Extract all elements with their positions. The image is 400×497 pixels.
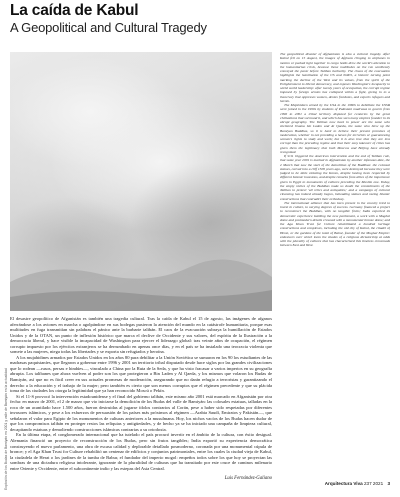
photo-credit-text: Explosión de los Budas de Bamiyán en 2001 y valle de Bamiyán en la actualidad [4, 368, 8, 490]
photo-illustration [10, 52, 272, 311]
magazine-name: Arquitectura Viva [324, 481, 363, 486]
author-signature: Luis Fernández-Galiano [224, 476, 272, 481]
body-paragraph-1: El desastre geopolítico de Afganistán es también una tragedia cultural. Tras la caída de Kabul el 15 de agosto, las imágenes de afganos aferrándose a los aviones en marcha o agolpándose en sus bodegas pusieron la atención del mundo en la catástrofe humanitaria, porque esas multitudes en fuga transmitían sin palabras el pánico ante la barbarie talibán. El caos de la evacuación subraya la humillación de Estados Unidos y de la OTAN, un punto de inflexión histórico que marca el declive de Occidente y sus valores, del espíritu de la Ilustración a la democracia liberal, y hace visible la incapacidad de Washington para ejercer el liderazgo global: tras veinte años de ocupación, el régimen corrupto impuesto por los ejércitos extranjeros se ha derrumbado en apenas once días, y en el país se ha instalado una teocracia violenta que somete a las mujeres, niega todas las libertades y se exporta sin refugiados y heroína. [10, 316, 272, 355]
bamiyan-explosion-photo [10, 52, 272, 311]
article-body-english [280, 52, 390, 472]
page-number: 3 [387, 481, 390, 486]
body-paragraph-2: A los mujahidines armados por Estados Unidos en los años 80 para debilitar a la Unión Soviética se sumaron en los 90 los estudiantes de las madrasas paquistaníes, que llegaron a gobernar entre 1996 y 2001 un territorio tribal disputado desde hace siglos por las grandes civilizaciones que lo rodean —rusos, persas e hindúes—, vinculado a China por la Ruta de la Seda, y que ha visto fracasar a varios imperios en su geografía abrupta. Los talibanes que ahora vuelven al poder son los que protegieron a Bin Laden y Al Qaeda, y los mismos que volaron los Budas de Bamiyán, así que no es fácil creer en sus actuales promesas de moderación, asegurando que no darán refugio a terroristas y garantizando el derecho a la educación y el trabajo de la mujer; pero también es cierto que son menos corruptos que el régimen precedente y que su plácida toma de las ciudades los otorga la legitimidad que ya han reconocido Moscú o Pekín. [10, 354, 272, 394]
english-paragraph-3: If 9/11 triggered the American intervention and the end of Taliban rule, that same year 2001 is marked in Afghanistan by another infamous date, the 2 March that saw the start of the demolition of the Buddhas: the colossal statues, carved into a cliff 1500 years ago, were destroyed because they were judged to be idols violating the Koran, despite having been respected by different Islamic invasions, and despite remarks from allies of the importance given in Egypt to monuments of cultures preceding the Muslim one. Today, the empty niches of the Buddhas make us doubt the commitments of the Taliban to protect 'all relics and antiquities,' and a campaign of cultural cleansing has indeed already begun, beheading statues and razing Islamic constructions that contradict their orthodoxy. [280, 154, 390, 201]
english-paragraph-1: The geopolitical disaster of Afghanistan is also a cultural tragedy. After Kabul fell on 15 August, the images of Afghans clinging to airplanes in motion or packed tight together in cargo holds drew the world's attention to the humanitarian crisis, because those multitudes on the run wordlessly conveyed the panic before Taliban barbarity. The chaos of the evacuation highlights the humiliation of the US and NATO, a historic turning point marking the decline of the West and its values, from the spirit of the Enlightenment to liberal democracy, and exposes Washington's incapacity to wield world leadership: after twenty years of occupation, the corrupt regime imposed by foreign armies has collapsed within a fight, giving in to a theocracy that oppresses women, denies freedoms, and exports refugees and heroin. [280, 52, 390, 103]
page-footer [325, 481, 390, 486]
article-subtitle: A Geopolitical and Cultural Tragedy [10, 20, 207, 35]
issue-number: 237 2021 [363, 481, 384, 486]
article-header [10, 2, 390, 36]
body-paragraph-4: En la última etapa, el conglomerado internacional que ha tutelado el país procuró invertir en el ámbito de la cultura, con éxito desigual. Alemania financió un proyecto de reconstrucción de los Budas, pero sin frutos tangibles; India exportó su experiencia democrática construyendo el nuevo parlamento, una obra de escasa calidad y deplorable detallado posmoderno, coronada por una monumental cúpula de bronce; y el Aga Khan Trust for Culture rehabilitó un centenar de edificios y conjuntos patrimoniales, entre los cuales la ciudad vieja de Kabul, la ciudadela de Herat o los jardines de la tumba de Babur, el fundador del imperio mogol: empeños todos sobre los que hoy se proyectan las sombras de una dictadura religiosa intolerante, ignorante de la pluralidad de culturas que ha transitado por este cruce de caminos milenario entre Oriente y Occidente, entre el subcontinente indio y las estepas del Asia Central. [10, 432, 272, 471]
english-paragraph-4: The international alliance that has been present in the country tried to invest in culture, to varying degrees of success. Germany financed a project to reconstruct the Buddhas, with no tangible fruits; India exported its democratic experience building the new parliament, a work with a Mughal dome and postmodern details crowned with a monumental bronze dome; and the Aga Khan Trust for Culture rehabilitated a hundred heritage constructions and complexes, including the old city of Kabul, the citadel of Herat, or the gardens of the tomb of Babur, founder of the Mughal Empire: endeavors over which loom the shades of a religious dictatorship at odds with the plurality of cultures that has characterized this timeless crossroads between East and West. [280, 200, 390, 248]
article-title: La caída de Kabul [10, 2, 139, 19]
body-paragraph-3: Si el 11-S provocó la intervención estadounidense y el final del gobierno talibán, este mismo año 2001 está marcado en Afganistán por otra fecha: en marzo de 2001, el 2 de marzo que vio iniciarse la demolición de los Budas del valle de Bamiyán: las colosales estatuas, talladas en la roca de un acantilado hace 1.500 años, fueron destruidas al jugarse ídolos contrarios al Corán, pese a haber sido respetadas por diferentes invasores islámicos, y pese a los esfuerzos de persuasión de los países más próximos al régimen —Arabia Saudí, Emiratos y Pakistán—, que señalaron el valor para Egipto de los monumentos de culturas anteriores a la musulmana. Hoy, los nichos vacíos de los Budas hacen dudar de que los compromisos talibán en proteger restos las reliquias y antigüedades, y de hecho ya se ha iniciado una campaña de limpieza cultural, decapitando estatuas y demoliendo construcciones islámicas contrarias a su ortodoxia. [10, 393, 272, 432]
article-body-spanish [10, 316, 272, 471]
english-paragraph-2: The Mujahideen armed by the USA in the 1980s to debilitate the USSR were joined in the 1990s by students of Pakistani madrasas to govern from 1996 to 2001 a tribal territory disputed for centuries by the great civilizations that surround it, and which has seen many empires founder in its abrupt geography. The Taliban now back in power are the same who sheltered Osama bin Laden and Al Qaeda, the same who blew up the Bamiyan Buddhas, so it is hard to believe their present promises of moderation, whether in not providing a haven for terrorists or guaranteeing women's rights to study and work; but it is also true that they are less corrupt than the preceding regime and that their easy takeover of cities has given them the legitimacy that both Moscow and Beijing have already recognized. [280, 103, 390, 154]
